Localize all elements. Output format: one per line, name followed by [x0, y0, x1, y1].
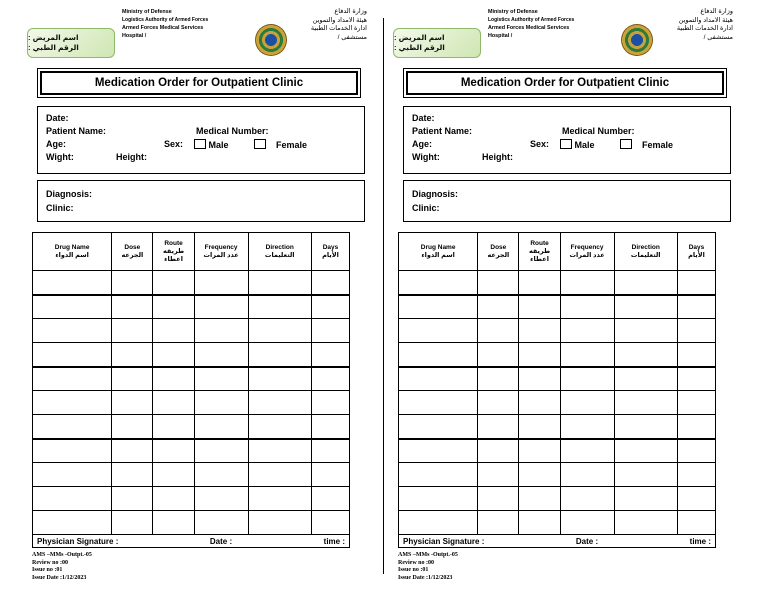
drug-table-cell[interactable] [478, 271, 519, 295]
drug-table-cell[interactable] [194, 391, 248, 415]
drug-table-row [33, 367, 350, 391]
issue-number: Issue no :01 [398, 567, 429, 573]
drug-table-row [33, 487, 350, 511]
form-code: AMS –MMs -Outpt.-05 [32, 552, 92, 558]
diagnosis-box [403, 180, 731, 222]
drug-table-cell[interactable] [614, 295, 677, 319]
drug-table-cell[interactable] [311, 343, 349, 367]
drug-table-cell[interactable] [33, 367, 112, 391]
ministry-en-block [122, 8, 242, 40]
drug-table-cell[interactable] [614, 319, 677, 343]
female-label: Female [642, 140, 674, 150]
drug-table-cell[interactable] [311, 271, 349, 295]
drug-table-cell[interactable] [194, 367, 248, 391]
ministry-ar-block [297, 8, 367, 42]
drug-table-cell[interactable] [478, 463, 519, 487]
drug-table-cell[interactable] [194, 271, 248, 295]
drug-table-row [399, 319, 716, 343]
drug-table-cell[interactable] [153, 487, 194, 511]
drug-table-cell[interactable] [311, 319, 349, 343]
physician-signature-label: Physician Signature : [37, 536, 119, 546]
drug-table-cell[interactable] [311, 367, 349, 391]
drug-table-cell[interactable] [399, 343, 478, 367]
drug-table-cell[interactable] [399, 319, 478, 343]
drug-table-cell[interactable] [614, 511, 677, 535]
drug-table-cell[interactable] [311, 391, 349, 415]
drug-table-cell[interactable] [311, 415, 349, 439]
form-title-box [37, 68, 361, 98]
female-option[interactable] [254, 139, 307, 150]
drug-table-cell[interactable] [194, 319, 248, 343]
drug-table-cell[interactable] [677, 343, 715, 367]
drug-table-cell[interactable] [248, 295, 311, 319]
drug-table-cell[interactable] [248, 343, 311, 367]
patient-name-ar-label: اسم المريض : [394, 33, 445, 42]
drug-table-cell[interactable] [478, 319, 519, 343]
drug-table-cell[interactable] [248, 367, 311, 391]
review-number: Review no :00 [32, 559, 68, 566]
drug-table-cell[interactable] [560, 391, 614, 415]
drug-table-cell[interactable] [614, 463, 677, 487]
drug-table-cell[interactable] [33, 391, 112, 415]
ministry-ar-line: ادارة الخدمات الطبية [676, 25, 733, 32]
drug-table-cell[interactable] [248, 319, 311, 343]
col-direction: Direction التعليمات [248, 233, 311, 271]
drug-table-row [33, 415, 350, 439]
drug-table-row [399, 439, 716, 463]
issue-number: Issue no :01 [32, 567, 63, 573]
ministry-ar-block [663, 8, 733, 42]
drug-table-cell[interactable] [248, 415, 311, 439]
ministry-en-line: Hospital / [122, 33, 147, 39]
drug-table-cell[interactable] [112, 463, 153, 487]
drug-table [398, 232, 716, 535]
drug-table-cell[interactable] [399, 439, 478, 463]
form-title: Medication Order for Outpatient Clinic [406, 71, 724, 95]
drug-table-row [33, 391, 350, 415]
drug-table-cell[interactable] [194, 343, 248, 367]
drug-table-cell[interactable] [519, 319, 560, 343]
col-route: Route طريقه اعطاء [153, 233, 194, 271]
drug-table-wrap [398, 232, 716, 582]
form-footer [32, 552, 350, 582]
drug-table-cell[interactable] [519, 487, 560, 511]
drug-table-cell[interactable] [399, 487, 478, 511]
drug-table-cell[interactable] [311, 511, 349, 535]
drug-table-cell[interactable] [478, 415, 519, 439]
drug-table-cell[interactable] [560, 511, 614, 535]
sex-label: Sex: [164, 139, 184, 149]
drug-table-cell[interactable] [248, 487, 311, 511]
col-route: Route طريقه اعطاء [519, 233, 560, 271]
ministry-ar-line: مستشفى / [703, 33, 733, 41]
drug-table-cell[interactable] [677, 367, 715, 391]
drug-table-cell[interactable] [153, 295, 194, 319]
medical-number-label: Medical Number: [562, 126, 635, 136]
drug-table-cell[interactable] [112, 343, 153, 367]
diagnosis-label: Diagnosis: [46, 189, 93, 199]
drug-table-cell[interactable] [478, 511, 519, 535]
drug-table-cell[interactable] [677, 415, 715, 439]
drug-table-cell[interactable] [194, 415, 248, 439]
drug-table-cell[interactable] [112, 487, 153, 511]
drug-table-cell[interactable] [33, 487, 112, 511]
drug-table-cell[interactable] [33, 415, 112, 439]
col-dose: Dose الجرعه [478, 233, 519, 271]
drug-table-cell[interactable] [248, 511, 311, 535]
height-label: Height: [116, 152, 147, 162]
drug-table-cell[interactable] [560, 343, 614, 367]
form-header [27, 8, 371, 60]
date-label: Date: [412, 113, 435, 123]
ministry-ar-line: هيئة الامداد والتموين [312, 16, 367, 24]
ministry-en-block [488, 8, 608, 40]
patient-id-box [393, 28, 481, 58]
drug-table-row [399, 391, 716, 415]
ministry-ar-line: هيئة الامداد والتموين [678, 16, 733, 24]
drug-table-cell[interactable] [112, 367, 153, 391]
drug-table-cell[interactable] [478, 343, 519, 367]
diagnosis-label: Diagnosis: [412, 189, 459, 199]
drug-table-cell[interactable] [677, 487, 715, 511]
drug-table-cell[interactable] [519, 367, 560, 391]
ministry-en-line: Logistics Authority of Armed Forces [122, 17, 209, 23]
drug-table-cell[interactable] [677, 391, 715, 415]
drug-table-cell[interactable] [33, 463, 112, 487]
drug-table-cell[interactable] [478, 295, 519, 319]
female-checkbox[interactable] [254, 139, 266, 149]
drug-table-wrap [32, 232, 350, 582]
sheet-separator [383, 18, 384, 574]
drug-table-cell[interactable] [153, 511, 194, 535]
drug-table-cell[interactable] [153, 367, 194, 391]
review-number: Review no :00 [398, 559, 434, 566]
clinic-label: Clinic: [46, 203, 74, 213]
ministry-en-line: Ministry of Defense [488, 9, 538, 15]
signature-time-label: time : [689, 536, 711, 546]
form-title-box [403, 68, 727, 98]
male-option[interactable] [194, 139, 229, 150]
drug-table-cell[interactable] [560, 295, 614, 319]
drug-table-cell[interactable] [677, 319, 715, 343]
drug-table-cell[interactable] [560, 271, 614, 295]
drug-table-cell[interactable] [614, 415, 677, 439]
ministry-en-line: Logistics Authority of Armed Forces [488, 17, 575, 23]
drug-table-cell[interactable] [478, 391, 519, 415]
medication-order-sheet-right [393, 8, 737, 581]
drug-table-cell[interactable] [194, 463, 248, 487]
signature-row [398, 535, 716, 548]
male-label: Male [208, 140, 229, 150]
col-days: Days الأيام [677, 233, 715, 271]
form-title: Medication Order for Outpatient Clinic [40, 71, 358, 95]
ministry-ar-line: مستشفى / [337, 33, 367, 41]
drug-table-cell[interactable] [677, 295, 715, 319]
drug-table-cell[interactable] [614, 439, 677, 463]
drug-table-cell[interactable] [560, 319, 614, 343]
drug-table-cell[interactable] [112, 295, 153, 319]
drug-table-row [399, 511, 716, 535]
drug-table-cell[interactable] [614, 487, 677, 511]
drug-table-cell[interactable] [194, 295, 248, 319]
drug-table-row [399, 343, 716, 367]
medication-order-sheet-left [27, 8, 371, 581]
drug-table-cell[interactable] [519, 343, 560, 367]
male-label: Male [574, 140, 595, 150]
col-dose: Dose الجرعه [112, 233, 153, 271]
col-frequency: Frequency عدد المرات [194, 233, 248, 271]
drug-table-cell[interactable] [153, 391, 194, 415]
female-label: Female [276, 140, 308, 150]
sex-label: Sex: [530, 139, 550, 149]
drug-table-cell[interactable] [112, 439, 153, 463]
diagnosis-box [37, 180, 365, 222]
drug-table-cell[interactable] [677, 439, 715, 463]
drug-table-cell[interactable] [614, 343, 677, 367]
ministry-ar-line: ادارة الخدمات الطبية [310, 25, 367, 32]
col-direction: Direction التعليمات [614, 233, 677, 271]
drug-table-cell[interactable] [399, 367, 478, 391]
drug-table-cell[interactable] [519, 511, 560, 535]
drug-table-row [399, 367, 716, 391]
drug-table-row [33, 463, 350, 487]
col-frequency: Frequency عدد المرات [560, 233, 614, 271]
age-label: Age: [412, 139, 432, 149]
drug-table-cell[interactable] [153, 271, 194, 295]
drug-table-cell[interactable] [33, 271, 112, 295]
drug-table-cell[interactable] [194, 487, 248, 511]
medical-number-ar-label: الرقم الطبي : [28, 43, 79, 52]
drug-table-body [33, 271, 350, 535]
drug-table-cell[interactable] [614, 367, 677, 391]
ministry-en-line: Hospital / [488, 33, 513, 39]
drug-table-cell[interactable] [311, 463, 349, 487]
ministry-ar-line: وزارة الدفاع [700, 8, 733, 15]
patient-id-box [27, 28, 115, 58]
drug-table-row [33, 511, 350, 535]
drug-table-cell[interactable] [33, 319, 112, 343]
drug-table-cell[interactable] [560, 463, 614, 487]
signature-date-label: Date : [209, 536, 233, 546]
drug-table-cell[interactable] [560, 415, 614, 439]
drug-table-cell[interactable] [33, 439, 112, 463]
female-checkbox[interactable] [620, 139, 632, 149]
drug-table-cell[interactable] [248, 271, 311, 295]
drug-table-cell[interactable] [614, 391, 677, 415]
drug-table-cell[interactable] [560, 367, 614, 391]
drug-table-cell[interactable] [677, 271, 715, 295]
drug-table-cell[interactable] [560, 439, 614, 463]
issue-date: Issue Date :1/12/2023 [398, 574, 453, 581]
drug-table-header [399, 233, 716, 271]
drug-table-row [33, 439, 350, 463]
signature-row [32, 535, 350, 548]
medical-number-ar-label: الرقم الطبي : [394, 43, 445, 52]
drug-table-cell[interactable] [153, 343, 194, 367]
drug-table-cell[interactable] [33, 511, 112, 535]
col-days: Days الأيام [311, 233, 349, 271]
drug-table-row [33, 271, 350, 295]
drug-table-cell[interactable] [519, 439, 560, 463]
drug-table-cell[interactable] [248, 463, 311, 487]
drug-table-cell[interactable] [112, 391, 153, 415]
drug-table-cell[interactable] [248, 391, 311, 415]
drug-table-cell[interactable] [153, 415, 194, 439]
col-drug-name: Drug Name اسم الدواء [399, 233, 478, 271]
drug-table-cell[interactable] [478, 367, 519, 391]
drug-table-cell[interactable] [311, 295, 349, 319]
ministry-en-line: Ministry of Defense [122, 9, 172, 15]
drug-table-row [399, 487, 716, 511]
drug-table-row [33, 295, 350, 319]
age-label: Age: [46, 139, 66, 149]
drug-table-cell[interactable] [153, 319, 194, 343]
form-code: AMS –MMs -Outpt.-05 [398, 552, 458, 558]
patient-info-box [403, 106, 731, 174]
height-label: Height: [482, 152, 513, 162]
drug-table-cell[interactable] [112, 511, 153, 535]
form-footer [398, 552, 716, 582]
col-drug-name: Drug Name اسم الدواء [33, 233, 112, 271]
male-option[interactable] [560, 139, 595, 150]
medical-number-label: Medical Number: [196, 126, 269, 136]
drug-table-cell[interactable] [194, 511, 248, 535]
male-checkbox[interactable] [560, 139, 572, 149]
date-label: Date: [46, 113, 69, 123]
male-checkbox[interactable] [194, 139, 206, 149]
drug-table-cell[interactable] [311, 439, 349, 463]
drug-table-row [399, 415, 716, 439]
drug-table [32, 232, 350, 535]
drug-table-row [399, 463, 716, 487]
drug-table-cell[interactable] [399, 391, 478, 415]
drug-table-cell[interactable] [677, 511, 715, 535]
drug-table-cell[interactable] [399, 271, 478, 295]
drug-table-cell[interactable] [33, 343, 112, 367]
drug-table-cell[interactable] [399, 511, 478, 535]
ministry-en-line: Armed Forces Medical Services [488, 25, 570, 31]
drug-table-cell[interactable] [399, 295, 478, 319]
weight-label: Wight: [46, 152, 74, 162]
physician-signature-label: Physician Signature : [403, 536, 485, 546]
drug-table-cell[interactable] [33, 295, 112, 319]
drug-table-cell[interactable] [112, 415, 153, 439]
drug-table-cell[interactable] [399, 463, 478, 487]
drug-table-row [399, 295, 716, 319]
patient-info-box [37, 106, 365, 174]
drug-table-row [399, 271, 716, 295]
drug-table-cell[interactable] [112, 319, 153, 343]
drug-table-cell[interactable] [112, 271, 153, 295]
drug-table-cell[interactable] [519, 463, 560, 487]
drug-table-cell[interactable] [519, 415, 560, 439]
ministry-ar-line: وزارة الدفاع [334, 8, 367, 15]
drug-table-cell[interactable] [194, 439, 248, 463]
drug-table-cell[interactable] [153, 439, 194, 463]
ministry-en-line: Armed Forces Medical Services [122, 25, 204, 31]
drug-table-header [33, 233, 350, 271]
drug-table-cell[interactable] [519, 271, 560, 295]
patient-name-ar-label: اسم المريض : [28, 33, 79, 42]
drug-table-cell[interactable] [399, 415, 478, 439]
drug-table-cell[interactable] [153, 463, 194, 487]
drug-table-cell[interactable] [560, 487, 614, 511]
drug-table-cell[interactable] [248, 439, 311, 463]
drug-table-cell[interactable] [677, 463, 715, 487]
issue-date: Issue Date :1/12/2023 [32, 574, 87, 581]
drug-table-row [33, 343, 350, 367]
signature-date-label: Date : [575, 536, 599, 546]
drug-table-cell[interactable] [519, 295, 560, 319]
patient-name-label: Patient Name: [46, 126, 107, 136]
female-option[interactable] [620, 139, 673, 150]
drug-table-cell[interactable] [311, 487, 349, 511]
drug-table-cell[interactable] [519, 391, 560, 415]
signature-time-label: time : [323, 536, 345, 546]
drug-table-body [399, 271, 716, 535]
drug-table-cell[interactable] [614, 271, 677, 295]
form-header [393, 8, 737, 60]
drug-table-cell[interactable] [478, 487, 519, 511]
armed-forces-emblem-icon [255, 24, 287, 56]
drug-table-cell[interactable] [478, 439, 519, 463]
patient-name-label: Patient Name: [412, 126, 473, 136]
clinic-label: Clinic: [412, 203, 440, 213]
drug-table-row [33, 319, 350, 343]
weight-label: Wight: [412, 152, 440, 162]
armed-forces-emblem-icon [621, 24, 653, 56]
